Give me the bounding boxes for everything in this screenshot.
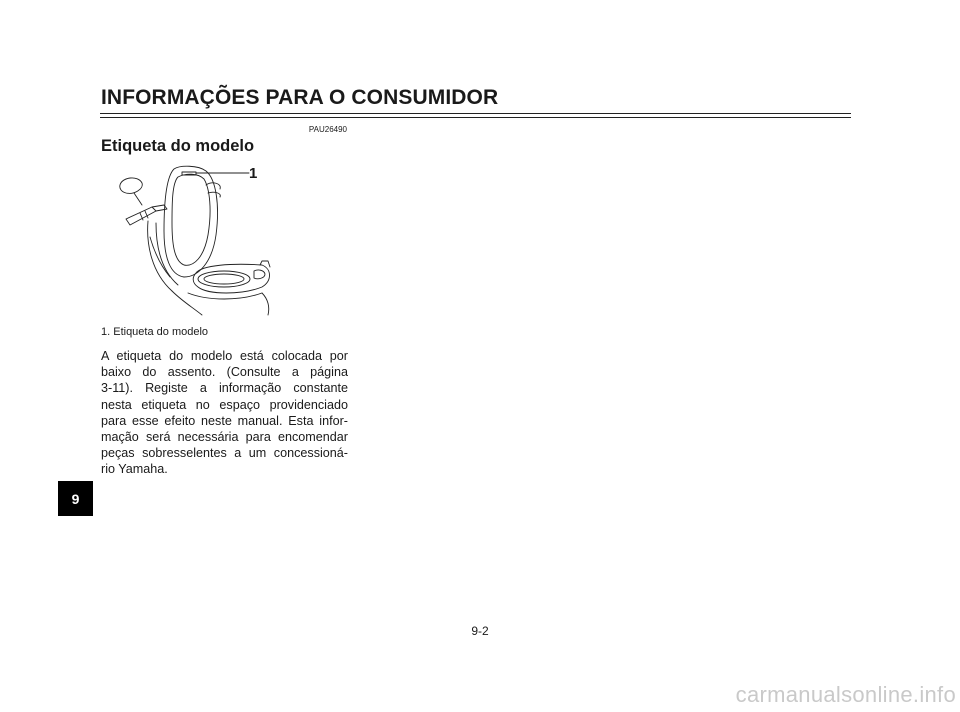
page-number: 9-2 bbox=[471, 624, 489, 638]
body-line: mação será necessária para encomendar bbox=[101, 430, 348, 445]
body-line: peças sobresselentes a um concessioná- bbox=[101, 446, 348, 461]
body-paragraph bbox=[101, 348, 348, 478]
section-title: Etiqueta do modelo bbox=[101, 137, 255, 155]
scooter-seat-illustration bbox=[112, 165, 272, 317]
body-line: rio Yamaha. bbox=[101, 462, 168, 477]
section-code: PAU26490 bbox=[308, 125, 347, 134]
watermark: carmanualsonline.info bbox=[735, 682, 956, 707]
header-rule-bottom bbox=[100, 117, 851, 118]
figure-caption: 1. Etiqueta do modelo bbox=[101, 326, 209, 338]
header-rule-top bbox=[100, 113, 851, 114]
callout-number: 1 bbox=[249, 165, 258, 182]
chapter-tab: 9 bbox=[58, 481, 93, 516]
body-line: 3-11). Registe a informação constante bbox=[101, 381, 348, 396]
body-line: baixo do assento. (Consulte a página bbox=[101, 365, 348, 380]
body-line: A etiqueta do modelo está colocada por bbox=[101, 349, 348, 363]
body-line: para esse efeito neste manual. Esta infor- bbox=[101, 413, 348, 428]
page-header-title: INFORMAÇÕES PARA O CONSUMIDOR bbox=[101, 86, 499, 109]
body-line: nesta etiqueta no espaço providenciado bbox=[101, 397, 348, 412]
